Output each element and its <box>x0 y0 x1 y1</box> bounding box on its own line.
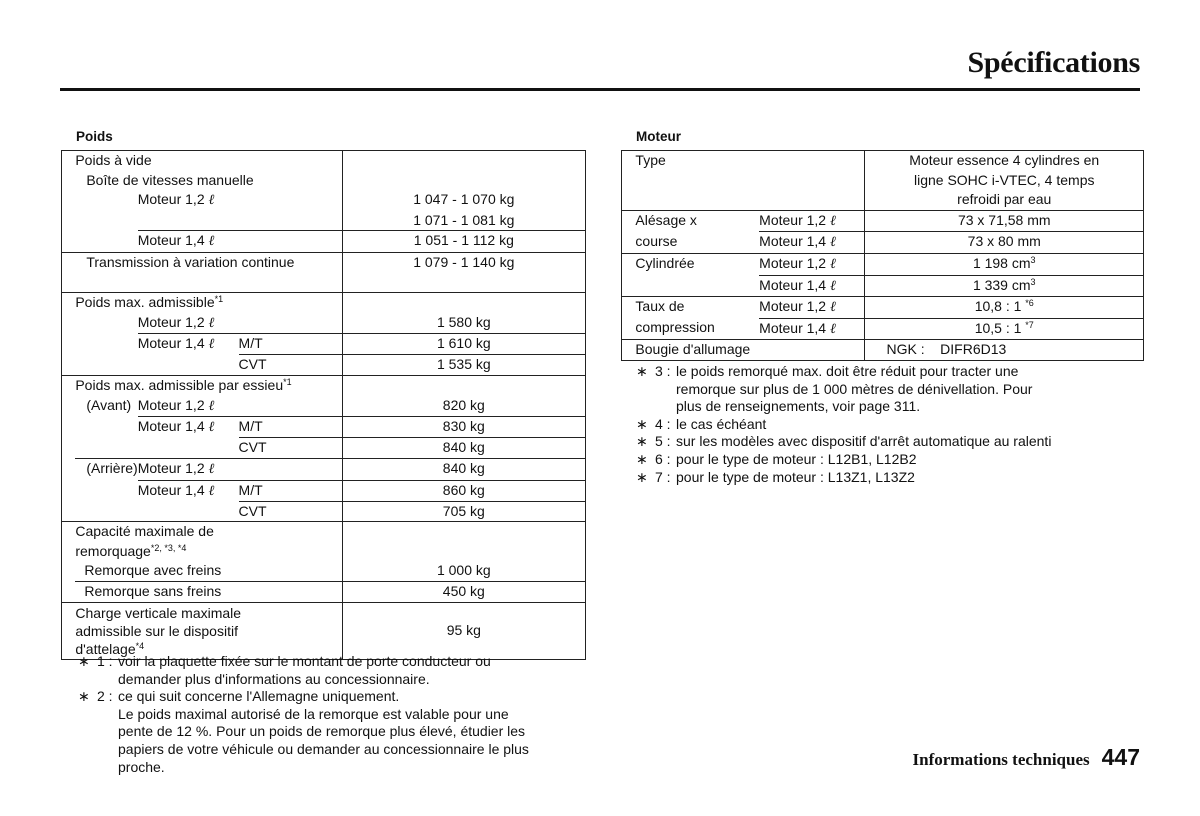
table-cell: 1 071 - 1 081 kg <box>342 211 585 231</box>
liter-symbol: ℓ <box>208 234 215 250</box>
table-cell: refroidi par eau <box>865 190 1144 210</box>
footer-section-title: Informations techniques <box>912 750 1090 769</box>
table-row <box>622 210 1144 232</box>
cvt-label: Transmission à variation continue <box>75 252 342 272</box>
compression-label-line2: compression <box>635 319 715 336</box>
page-title: Spécifications <box>967 46 1140 79</box>
transmission-label: CVT <box>239 438 343 459</box>
axle-weight-label: Poids max. admissible par essieu <box>75 377 284 394</box>
table-cell: 1 535 kg <box>342 355 585 376</box>
liter-symbol: ℓ <box>829 256 836 272</box>
footnote-number: 1 : <box>97 653 113 669</box>
table-row <box>62 355 586 376</box>
table-row <box>62 313 586 334</box>
table-row <box>62 190 586 211</box>
vertical-load-label-line1: Charge verticale maximale <box>75 604 242 621</box>
asterisk-icon: ∗ <box>636 433 648 450</box>
liter-symbol: ℓ <box>208 398 215 414</box>
asterisk-icon: ∗ <box>636 450 648 467</box>
table-cell: 1 198 $cm^3$ <box>865 253 1144 275</box>
table-row <box>62 417 586 438</box>
table-cell: NGK : DIFR6D13 <box>865 340 1144 361</box>
engine-label: Moteur 1,4 <box>759 319 827 336</box>
footnote-line: pente de 12 %. Pour un poids de remorque plus élevé, étudier les <box>118 723 526 740</box>
table-cell: 830 kg <box>342 417 585 438</box>
liter-symbol: ℓ <box>208 461 215 477</box>
table-row <box>62 480 586 501</box>
max-weight-label: Poids max. admissible <box>75 294 215 311</box>
table-row <box>62 151 586 171</box>
table-row <box>62 252 586 272</box>
footnote <box>636 433 1146 451</box>
towing-label-line2: remorquage <box>75 542 151 559</box>
asterisk-icon: ∗ <box>636 363 648 379</box>
liter-symbol: ℓ <box>208 193 215 209</box>
table-row <box>62 501 586 522</box>
footnote-line: remorque sur plus de 1 000 mètres de dénivellation. Pour <box>676 380 1033 397</box>
footnote-line: le cas échéant <box>676 415 767 432</box>
table-cell: 1 339 $cm^3$ <box>865 275 1144 297</box>
manual-gearbox-label: Boîte de vitesses manuelle <box>86 171 254 188</box>
table-row <box>62 542 586 562</box>
footnote-line: Le poids maximal autorisé de la remorque est valable pour une <box>118 705 509 722</box>
engine-label: Moteur 1,2 <box>137 313 205 330</box>
engine-label: Moteur 1,2 <box>759 254 827 271</box>
engine-table <box>621 150 1144 361</box>
footnote-line: voir la plaquette fixée sur le montant de porte conducteur ou <box>118 653 491 669</box>
table-row <box>62 211 586 231</box>
engine-label: Moteur 1,4 <box>137 481 205 498</box>
footnote-line: pour le type de moteur : L13Z1, L13Z2 <box>676 468 915 485</box>
footnote <box>636 416 1146 434</box>
table-cell: 705 kg <box>342 501 585 522</box>
engine-label: Moteur 1,2 <box>137 396 205 413</box>
towing-label-line1: Capacité maximale de <box>75 522 342 542</box>
rear-axle-label: (Arrière) <box>75 458 137 480</box>
footnote-line: plus de renseignements, voir page 311. <box>676 398 921 415</box>
braked-trailer-label: Remorque avec freins <box>84 562 222 579</box>
table-row <box>62 273 586 293</box>
liter-symbol: ℓ <box>829 321 836 337</box>
table-row <box>62 396 586 417</box>
unbraked-trailer-label: Remorque sans freins <box>75 581 342 602</box>
table-cell: ligne SOHC i-VTEC, 4 temps <box>865 171 1144 191</box>
liter-symbol: ℓ <box>208 420 215 436</box>
engine-label: Moteur 1,4 <box>137 418 205 435</box>
bore-label-line1: Alésage x <box>635 210 759 232</box>
table-cell: 95 kg <box>342 602 585 659</box>
table-row <box>62 334 586 355</box>
table-cell: Moteur essence 4 cylindres en <box>865 151 1144 171</box>
table-cell: 840 kg <box>342 458 585 480</box>
table-cell: 73 x 80 mm <box>865 232 1144 254</box>
table-row <box>62 293 586 313</box>
liter-symbol: ℓ <box>208 483 215 499</box>
footnote-line: ce qui suit concerne l'Allemagne uniquement. <box>118 688 400 705</box>
table-row <box>62 458 586 480</box>
engine-label: Moteur 1,2 <box>759 298 827 315</box>
footnote-ref: *1 <box>283 377 292 388</box>
front-axle-label: (Avant) <box>86 396 132 413</box>
footnote-line: proche. <box>118 758 165 775</box>
bore-label-line2: course <box>635 232 678 249</box>
footnote <box>78 653 588 688</box>
table-cell: 1 610 kg <box>342 334 585 355</box>
table-row <box>62 561 586 581</box>
table-row <box>62 522 586 542</box>
footnote <box>636 451 1146 469</box>
vertical-load-label-line3: d'attelage <box>75 640 136 657</box>
engine-label: Moteur 1,4 <box>759 276 827 293</box>
footnotes-left <box>78 653 588 776</box>
footnote <box>78 688 588 776</box>
table-row <box>62 602 586 659</box>
table-cell: 1 051 - 1 112 kg <box>342 231 585 253</box>
footnote-ref: *4 <box>135 640 145 651</box>
asterisk-icon: ∗ <box>78 653 90 669</box>
table-cell: 1 047 - 1 070 kg <box>342 190 585 211</box>
footnote-line: sur les modèles avec dispositif d'arrêt automatique au ralenti <box>676 433 1052 450</box>
table-row <box>622 190 1144 210</box>
footnote-number: 7 : <box>655 468 671 485</box>
footnote-line: papiers de votre véhicule ou demander au concessionnaire le plus <box>118 740 529 757</box>
transmission-label: M/T <box>239 417 343 438</box>
footnote-number: 3 : <box>655 363 671 379</box>
engine-label: Moteur 1,2 <box>137 191 205 208</box>
vertical-load-label-line2: admissible sur le dispositif <box>75 622 238 639</box>
liter-symbol: ℓ <box>829 213 836 229</box>
displacement-label: Cylindrée <box>635 253 759 275</box>
asterisk-icon: ∗ <box>636 415 648 432</box>
table-cell: 820 kg <box>342 396 585 417</box>
compression-label-line1: Taux de <box>635 297 759 319</box>
transmission-label: CVT <box>239 501 343 522</box>
liter-symbol: ℓ <box>208 337 215 353</box>
table-cell: 73 x 71,58 mm <box>865 210 1144 232</box>
table-row <box>62 231 586 253</box>
table-cell: 840 kg <box>342 438 585 459</box>
footnote-ref: *1 <box>214 294 224 305</box>
table-row <box>622 275 1144 297</box>
table-cell: 450 kg <box>342 581 585 602</box>
footnotes-right <box>636 363 1146 486</box>
table-row <box>622 253 1144 275</box>
type-label: Type <box>635 152 666 168</box>
table-row <box>622 232 1144 254</box>
table-row <box>62 438 586 459</box>
liter-symbol: ℓ <box>829 235 836 251</box>
footnote-number: 2 : <box>97 688 113 705</box>
engine-label: Moteur 1,4 <box>759 233 827 250</box>
table-row <box>622 171 1144 191</box>
footnote-ref: *2, *3, *4 <box>150 542 187 553</box>
table-row <box>62 171 586 191</box>
footnote-number: 4 : <box>655 415 671 432</box>
header-rule <box>60 88 1140 91</box>
asterisk-icon: ∗ <box>636 468 648 485</box>
table-cell: 1 079 - 1 140 kg <box>342 252 585 272</box>
empty-weight-label: Poids à vide <box>75 152 152 168</box>
liter-symbol: ℓ <box>829 300 836 316</box>
table-cell: 1 000 kg <box>342 561 585 581</box>
transmission-label: M/T <box>239 334 343 355</box>
table-cell: 10,5 : 1 $^{*7}$ <box>865 318 1144 340</box>
footnote-line: pour le type de moteur : L12B1, L12B2 <box>676 450 917 467</box>
section-label-moteur: Moteur <box>636 129 681 144</box>
engine-label: Moteur 1,2 <box>137 459 205 476</box>
table-cell: 1 580 kg <box>342 313 585 334</box>
footnote-number: 5 : <box>655 433 671 450</box>
engine-label: Moteur 1,4 <box>137 232 205 249</box>
page-number: 447 <box>1101 744 1140 770</box>
footnote-number: 6 : <box>655 450 671 467</box>
transmission-label: M/T <box>239 480 343 501</box>
section-label-poids: Poids <box>76 129 113 144</box>
footnote-line: le poids remorqué max. doit être réduit pour tracter une <box>676 363 1019 379</box>
table-row <box>62 581 586 602</box>
asterisk-icon: ∗ <box>78 688 90 705</box>
table-cell: 860 kg <box>342 480 585 501</box>
engine-label: Moteur 1,2 <box>759 211 827 228</box>
table-row <box>622 318 1144 340</box>
page-footer <box>913 744 1140 771</box>
footnote <box>636 363 1146 416</box>
weights-table <box>61 150 586 660</box>
table-row <box>622 297 1144 319</box>
table-cell: 10,8 : 1 $^{*6}$ <box>865 297 1144 319</box>
liter-symbol: ℓ <box>829 278 836 294</box>
table-row <box>622 340 1144 361</box>
engine-label: Moteur 1,4 <box>137 335 205 352</box>
footnote-line: demander plus d'informations au concessionnaire. <box>118 670 430 687</box>
table-row <box>622 151 1144 171</box>
footnote <box>636 469 1146 487</box>
transmission-label: CVT <box>239 355 343 376</box>
table-row <box>62 376 586 396</box>
spark-plug-label: Bougie d'allumage <box>635 340 865 361</box>
liter-symbol: ℓ <box>208 315 215 331</box>
